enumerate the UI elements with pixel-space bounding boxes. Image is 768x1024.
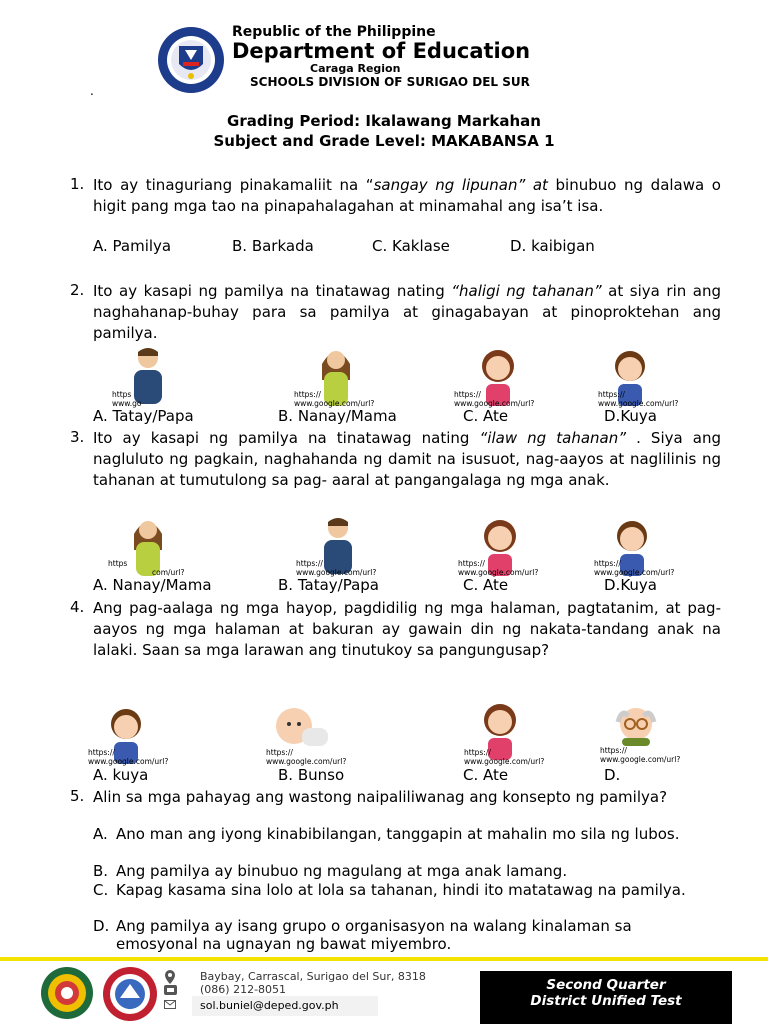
q4-option-c[interactable]: C. Ate bbox=[463, 766, 509, 784]
q5-option-d-letter[interactable]: D. bbox=[93, 917, 110, 935]
stray-dot: . bbox=[90, 84, 94, 98]
header-division: SCHOOLS DIVISION OF SURIGAO DEL SUR bbox=[250, 75, 530, 89]
q3-option-c[interactable]: C. Ate bbox=[463, 576, 509, 594]
deped-seal-icon bbox=[40, 966, 94, 1020]
q2-text: Ito ay kasapi ng pamilya na tinatawag nating “haligi ng tahanan” at siya rin ang naghahanap-buhay para sa pamilya at ginagabayan at pinoproktehan ang pamilya. bbox=[93, 282, 722, 342]
q5-option-a-letter[interactable]: A. bbox=[93, 825, 108, 843]
q3-url-d: https:// www.google.com/url? bbox=[594, 559, 675, 577]
q4-url-c: https:// www.google.com/url? bbox=[464, 748, 545, 766]
q5-option-b[interactable]: Ang pamilya ay binubuo ng magulang at mga anak lamang. bbox=[116, 862, 568, 880]
footer-email[interactable]: sol.buniel@deped.gov.ph bbox=[200, 999, 339, 1012]
mail-icon bbox=[164, 1000, 176, 1009]
q5-option-c-letter[interactable]: C. bbox=[93, 881, 109, 899]
q5-option-b-letter[interactable]: B. bbox=[93, 862, 109, 880]
division-seal-icon bbox=[102, 966, 158, 1022]
location-pin-icon bbox=[164, 970, 176, 984]
exam-label-line2: District Unified Test bbox=[530, 993, 682, 1009]
q5-number: 5. bbox=[70, 787, 85, 805]
exam-label-line1: Second Quarter bbox=[546, 977, 666, 993]
q1-text: Ito ay tinaguriang pinakamaliit na “sangay ng lipunan” at binubuo ng dalawa o higit pang mga tao na pinapahalagahan at minamahal ang isa’t isa. bbox=[93, 176, 721, 215]
q4-option-b[interactable]: B. Bunso bbox=[278, 766, 345, 784]
footer-phone: (086) 212-8051 bbox=[200, 983, 287, 996]
footer-divider bbox=[0, 957, 768, 961]
q2-url-b: https:// www.google.com/url? bbox=[294, 390, 375, 408]
q2-option-b[interactable]: B. Nanay/Mama bbox=[278, 407, 397, 425]
q3-url-a-tail: com/url? bbox=[152, 568, 185, 577]
phone-icon bbox=[164, 984, 177, 995]
q1-option-b[interactable]: B. Barkada bbox=[232, 237, 314, 255]
q2-option-a[interactable]: A. Tatay/Papa bbox=[93, 407, 194, 425]
exam-label-box bbox=[480, 971, 732, 1024]
q5-option-c[interactable]: Kapag kasama sina lolo at lola sa tahanan, hindi ito matatawag na pamilya. bbox=[116, 881, 686, 899]
q3-url-c: https:// www.google.com/url? bbox=[458, 559, 539, 577]
q3-url-a: https bbox=[108, 559, 128, 568]
q2-number: 2. bbox=[70, 281, 85, 299]
q4-url-b: https:// www.google.com/url? bbox=[266, 748, 347, 766]
q1-option-c[interactable]: C. Kaklase bbox=[372, 237, 450, 255]
q4-option-d[interactable]: D. bbox=[604, 766, 621, 784]
grading-period: Grading Period: Ikalawang Markahan bbox=[227, 112, 541, 130]
q3-url-b: https:// www.google.com/url? bbox=[296, 559, 377, 577]
q2-option-c[interactable]: C. Ate bbox=[463, 407, 509, 425]
q2-url-c: https:// www.google.com/url? bbox=[454, 390, 535, 408]
q3-option-d[interactable]: D.Kuya bbox=[604, 576, 657, 594]
header-region: Caraga Region bbox=[310, 62, 401, 75]
q4-text: Ang pag-aalaga ng mga hayop, pagdidilig ng mga halaman, pagtatanim, at pag-aayos ng mga halaman at bakuran ay gawain din ng nakata-tandang anak na lalaki. Saan sa mga larawan ang tinutukoy sa pangungusap? bbox=[93, 599, 721, 659]
subject-grade-level: Subject and Grade Level: MAKABANSA 1 bbox=[213, 132, 555, 150]
q3-option-a[interactable]: A. Nanay/Mama bbox=[93, 576, 212, 594]
q3-option-b[interactable]: B. Tatay/Papa bbox=[278, 576, 379, 594]
q2-url-d: https:// www.google.com/url? bbox=[598, 390, 679, 408]
q1-option-a[interactable]: A. Pamilya bbox=[93, 237, 172, 255]
q2-url-a: https www.go bbox=[112, 390, 142, 408]
header-department: Department of Education bbox=[232, 39, 531, 63]
q4-url-a: https:// www.google.com/url? bbox=[88, 748, 169, 766]
header-republic: Republic of the Philippine bbox=[232, 24, 436, 40]
deped-seal-icon bbox=[157, 26, 225, 94]
q1-option-d[interactable]: D. kaibigan bbox=[510, 237, 595, 255]
footer-address: Baybay, Carrascal, Surigao del Sur, 8318 bbox=[200, 970, 426, 983]
q5-option-d[interactable]: Ang pamilya ay isang grupo o organisasyon na walang kinalaman sa emosyonal na ugnayan ng bawat miyembro. bbox=[116, 917, 632, 953]
q4-option-a[interactable]: A. kuya bbox=[93, 766, 149, 784]
q5-text: Alin sa mga pahayag ang wastong naipaliliwanag ang konsepto ng pamilya? bbox=[93, 788, 668, 806]
q2-option-d[interactable]: D.Kuya bbox=[604, 407, 657, 425]
q3-number: 3. bbox=[70, 428, 85, 446]
q5-option-a[interactable]: Ano man ang iyong kinabibilangan, tanggapin at mahalin mo sila ng lubos. bbox=[116, 825, 680, 843]
q1-number: 1. bbox=[70, 175, 85, 193]
q3-text: Ito ay kasapi ng pamilya na tinatawag nating “ilaw ng tahanan” . Siya ang nagluluto ng pagkain, naghahanda ng damit na isusuot, nag-aayos at naglilinis ng tahanan at tumutulong sa pag- aaral at pangangalaga ng mga anak. bbox=[93, 429, 721, 489]
q4-url-d: https:// www.google.com/url? bbox=[600, 746, 681, 764]
q4-number: 4. bbox=[70, 598, 85, 616]
